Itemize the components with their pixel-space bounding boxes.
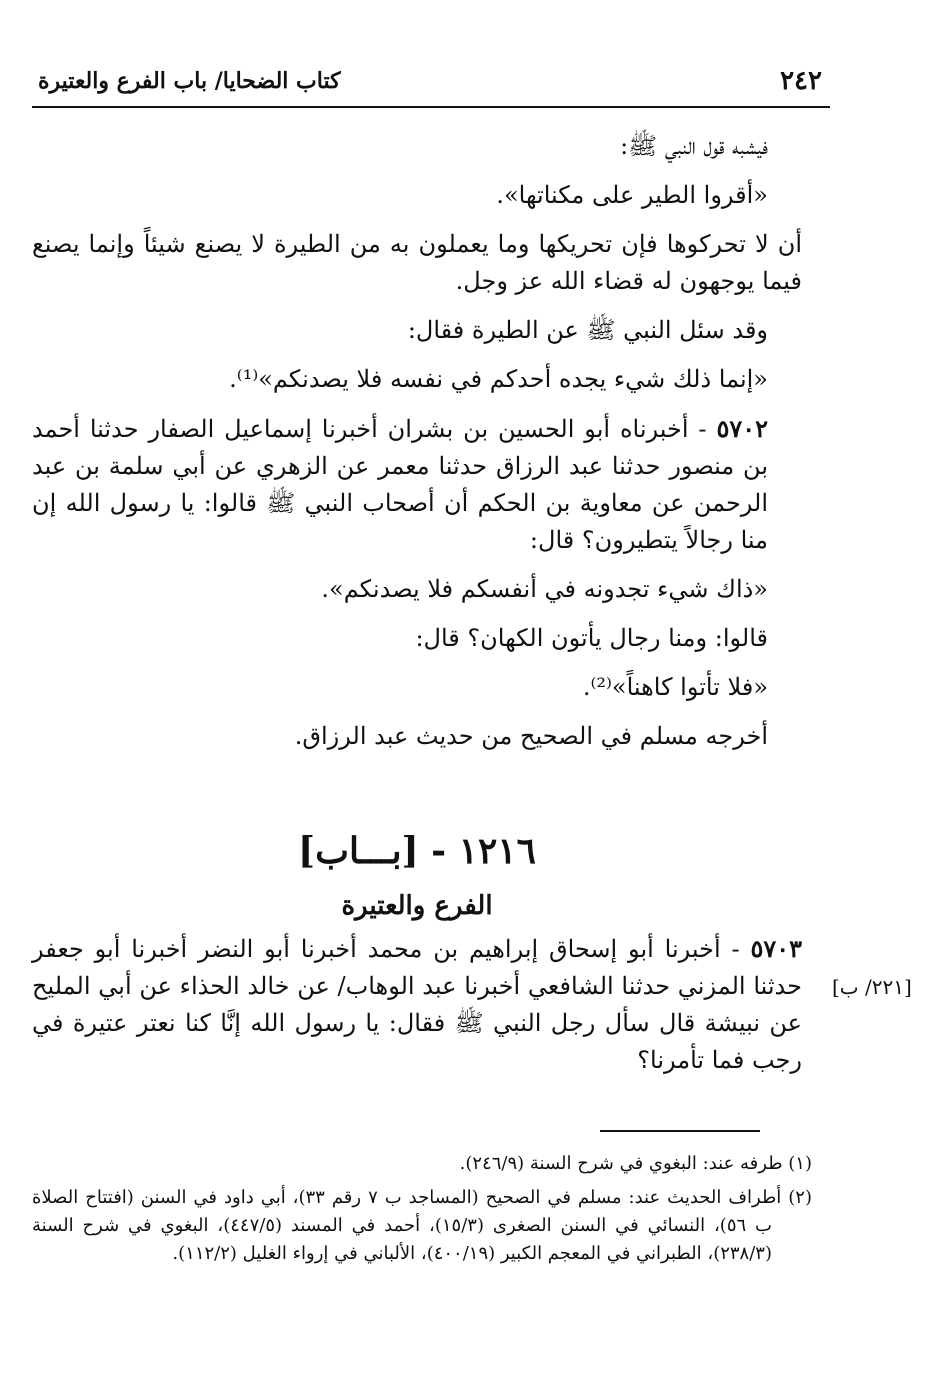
hadith-text: - أخبرناه أبو الحسين بن بشران أخبرنا إسماعيل الصفار حدثنا أحمد بن منصور حدثنا عبد الرزاق حدثنا معمر عن الزهري عن أبي سلمة بن عبد الرحمن عن معاوية بن الحكم أن أصحاب النبي ﷺ قالوا: يا رسول الله إن منا رجالاً يتطيرون؟ قال: [32,415,769,554]
paragraph: فيشبه قول النبي ﷺ: [620,132,768,160]
footnotes [32,1150,812,1274]
hadith-number: ٥٧٠٢ [716,414,768,443]
hadith-paragraph [32,410,802,559]
paragraph: أخرجه مسلم في الصحيح من حديث عبد الرزاق. [294,722,768,750]
chapter-title [32,826,802,926]
footnote-divider [600,1130,760,1132]
main-text [32,128,802,767]
chapter-heading: ١٢١٦ - [بـــاب] [298,830,536,872]
page-header [32,62,830,108]
quotation: «ذاك شيء تجدونه في أنفسكم فلا يصدنكم». [321,575,768,603]
footnote-1: (١) طرفه عند: البغوي في شرح السنة (٢٤٦/٩). [459,1153,812,1174]
quotation: «إنما ذلك شيء يجده أحدكم في نفسه فلا يصدنكم»⁽¹⁾. [229,365,768,393]
manuscript-folio-note: [٢٢١/ ب] [832,975,912,999]
page-number: ٢٤٢ [780,66,822,96]
paragraph: أن لا تحركوها فإن تحريكها وما يعملون به من الطيرة لا يصنع شيئاً وإنما يصنع فيما يوجهون له قضاء الله عز وجل. [32,230,802,295]
chapter-subheading: الفرع والعتيرة [341,891,493,921]
paragraph: قالوا: ومنا رجال يأتون الكهان؟ قال: [415,624,768,652]
running-title: كتاب الضحايا/ باب الفرع والعتيرة [38,68,341,94]
hadith-paragraph [32,930,836,1079]
hadith-number: ٥٧٠٣ [750,934,802,963]
footnote-2: (٢) أطراف الحديث عند: مسلم في الصحيح (المساجد ب ٧ رقم ٣٣)، أبي داود في السنن (افتتاح الصلاة ب ٥٦)، النسائي في السنن الصغرى (١٥/٣)، أحمد في المسند (٤٤٧/٥)، البغوي في شرح السنة (٢٣٨/٣)، الطبراني في المعجم الكبير (٤٠٠/١٩)، الألباني في إرواء الغليل (١١٢/٢). [32,1187,812,1264]
paragraph: وقد سئل النبي ﷺ عن الطيرة فقال: [407,316,768,344]
quotation: «فلا تأتوا كاهناً»⁽²⁾. [582,673,768,701]
quotation: «أقروا الطير على مكناتها». [496,181,768,209]
hadith-text: - أخبرنا أبو إسحاق إبراهيم بن محمد أخبرنا أبو النضر أخبرنا أبو جعفر حدثنا المزني حدثنا الشافعي أخبرنا عبد الوهاب/ عن خالد الحذاء عن أبي المليح عن نبيشة قال سأل رجل النبي ﷺ فقال: يا رسول الله إنَّا كنا نعتر عتيرة في رجب فما تأمرنا؟ [32,935,802,1074]
